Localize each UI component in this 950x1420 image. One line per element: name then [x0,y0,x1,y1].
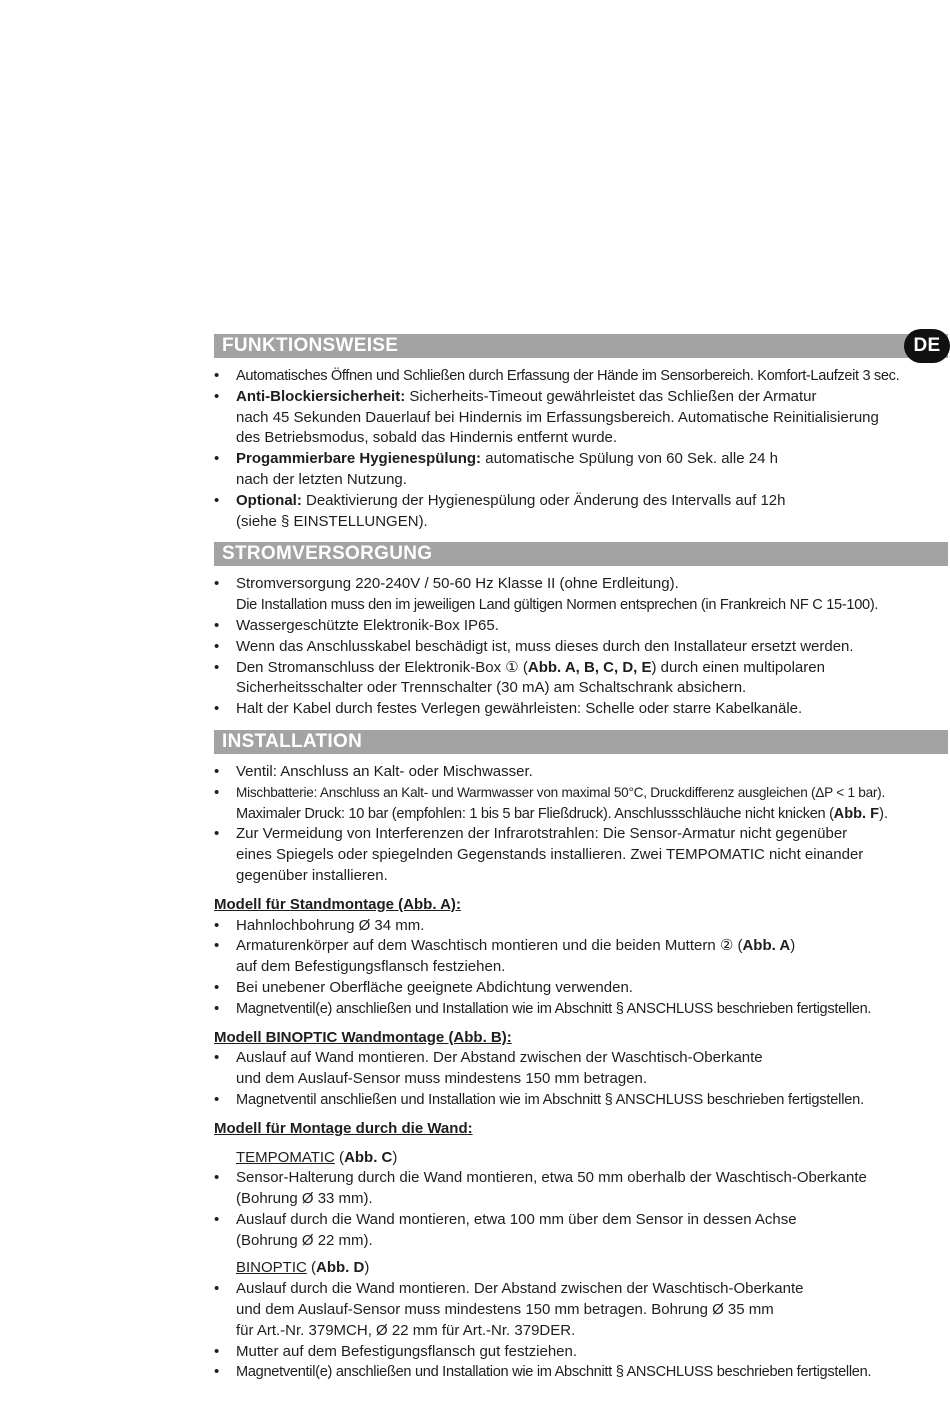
subsection-heading: Modell für Standmontage (Abb. A): [214,895,461,913]
subsection-heading: Modell für Montage durch die Wand: [214,1119,473,1137]
list-item: • Wenn das Anschlusskabel beschädigt ist, muss dieses durch den Installateur ersetzt werden. [214,637,948,658]
subsection-heading: Modell BINOPTIC Wandmontage (Abb. B): [214,1028,512,1046]
section-title: STROMVERSORGUNG [222,543,433,565]
list-item: • Armaturenkörper auf dem Waschtisch montieren und die beiden Muttern ② (Abb. A) auf dem Befestigungsflansch festziehen. [214,936,948,978]
list-item: • Ventil: Anschluss an Kalt- oder Mischwasser. [214,762,948,783]
list-item: • Auslauf auf Wand montieren. Der Abstand zwischen der Waschtisch-Oberkante und dem Auslauf-Sensor muss mindestens 150 mm betragen. [214,1048,948,1090]
list-item: • Auslauf durch die Wand montieren. Der Abstand zwischen der Waschtisch-Oberkante und dem Auslauf-Sensor muss mindestens 150 mm betragen. Bohrung Ø 35 mm für Art.-Nr. 379MCH, Ø 22 mm für Art.-Nr. 379DER. [214,1279,948,1341]
subsection-standmontage [214,895,948,1020]
binoptic-list [214,1279,948,1383]
list-item: • Optional: Deaktivierung der Hygienespülung oder Änderung des Intervalls auf 12h (siehe § EINSTELLUNGEN). [214,491,948,533]
list-item: • Mutter auf dem Befestigungsflansch gut festziehen. [214,1342,948,1363]
list-item: • Progammierbare Hygienespülung: automatische Spülung von 60 Sek. alle 24 h nach der letzten Nutzung. [214,449,948,491]
list-item: • Magnetventil anschließen und Installation wie im Abschnitt § ANSCHLUSS beschrieben fertigstellen. [214,1090,948,1111]
section-title: FUNKTIONSWEISE [222,335,399,356]
tempomatic-list [214,1168,948,1251]
strom-list [214,574,948,720]
section-header-installation [214,730,948,754]
install-list [214,762,948,887]
list-item: • Hahnlochbohrung Ø 34 mm. [214,916,948,937]
language-badge: DE [904,329,950,363]
list-item: • Zur Vermeidung von Interferenzen der Infrarotstrahlen: Die Sensor-Armatur nicht gegenüber eines Spiegels oder spiegelnden Gegenstands installieren. Zwei TEMPOMATIC nicht einander gegenüber installieren. [214,824,948,886]
section-header-funktionsweise [214,334,948,358]
document-content [214,334,948,1383]
list-item: • Bei unebener Oberfläche geeignete Abdichtung verwenden. [214,978,948,999]
section-title: INSTALLATION [222,730,363,752]
list-item: • Magnetventil(e) anschließen und Installation wie im Abschnitt § ANSCHLUSS beschrieben fertigstellen. [214,1362,948,1383]
list-item: • Wassergeschützte Elektronik-Box IP65. [214,616,948,637]
list-item: • Automatisches Öffnen und Schließen durch Erfassung der Hände im Sensorbereich. Komfort-Laufzeit 3 sec. [214,366,948,387]
list-item: • Den Stromanschluss der Elektronik-Box ① (Abb. A, B, C, D, E) durch einen multipolaren Sicherheitsschalter oder Trennschalter (30 mA) am Schaltschrank absichern. [214,658,948,700]
binoptic-wand-list [214,1048,948,1110]
section-header-stromversorgung [214,542,948,566]
list-item: • Sensor-Halterung durch die Wand montieren, etwa 50 mm oberhalb der Waschtisch-Oberkante (Bohrung Ø 33 mm). [214,1168,948,1210]
list-item: • Anti-Blockiersicherheit: Sicherheits-Timeout gewährleistet das Schließen der Armatur nach 45 Sekunden Dauerlauf bei Hindernis im Erfassungsbereich. Automatische Reinitialisierung des Betriebsmodus, sobald das Hindernis entfernt wurde. [214,387,948,449]
list-item: • Stromversorgung 220-240V / 50-60 Hz Klasse II (ohne Erdleitung). Die Installation muss den im jeweiligen Land gültigen Normen entsprechen (in Frankreich NF C 15-100). [214,574,948,616]
subsection-binoptic-wandmontage [214,1028,948,1111]
list-item: • Magnetventil(e) anschließen und Installation wie im Abschnitt § ANSCHLUSS beschrieben fertigstellen. [214,999,948,1020]
tempomatic-label: TEMPOMATIC (Abb. C) [236,1148,398,1166]
stand-list [214,916,948,1020]
list-item: • Halt der Kabel durch festes Verlegen gewährleisten: Schelle oder starre Kabelkanäle. [214,699,948,720]
list-item: • Mischbatterie: Anschluss an Kalt- und Warmwasser von maximal 50°C, Druckdifferenz ausgleichen (ΔP < 1 bar). Maximaler Druck: 10 bar (empfohlen: 1 bis 5 bar Fließdruck). Anschlussschläuche nicht knicken (Abb. F). [214,783,948,825]
funktion-list [214,366,948,532]
list-item: • Auslauf durch die Wand montieren, etwa 100 mm über dem Sensor in dessen Achse (Bohrung Ø 22 mm). [214,1210,948,1252]
binoptic-label: BINOPTIC (Abb. D) [236,1259,370,1277]
subsection-durch-die-wand [214,1119,948,1384]
